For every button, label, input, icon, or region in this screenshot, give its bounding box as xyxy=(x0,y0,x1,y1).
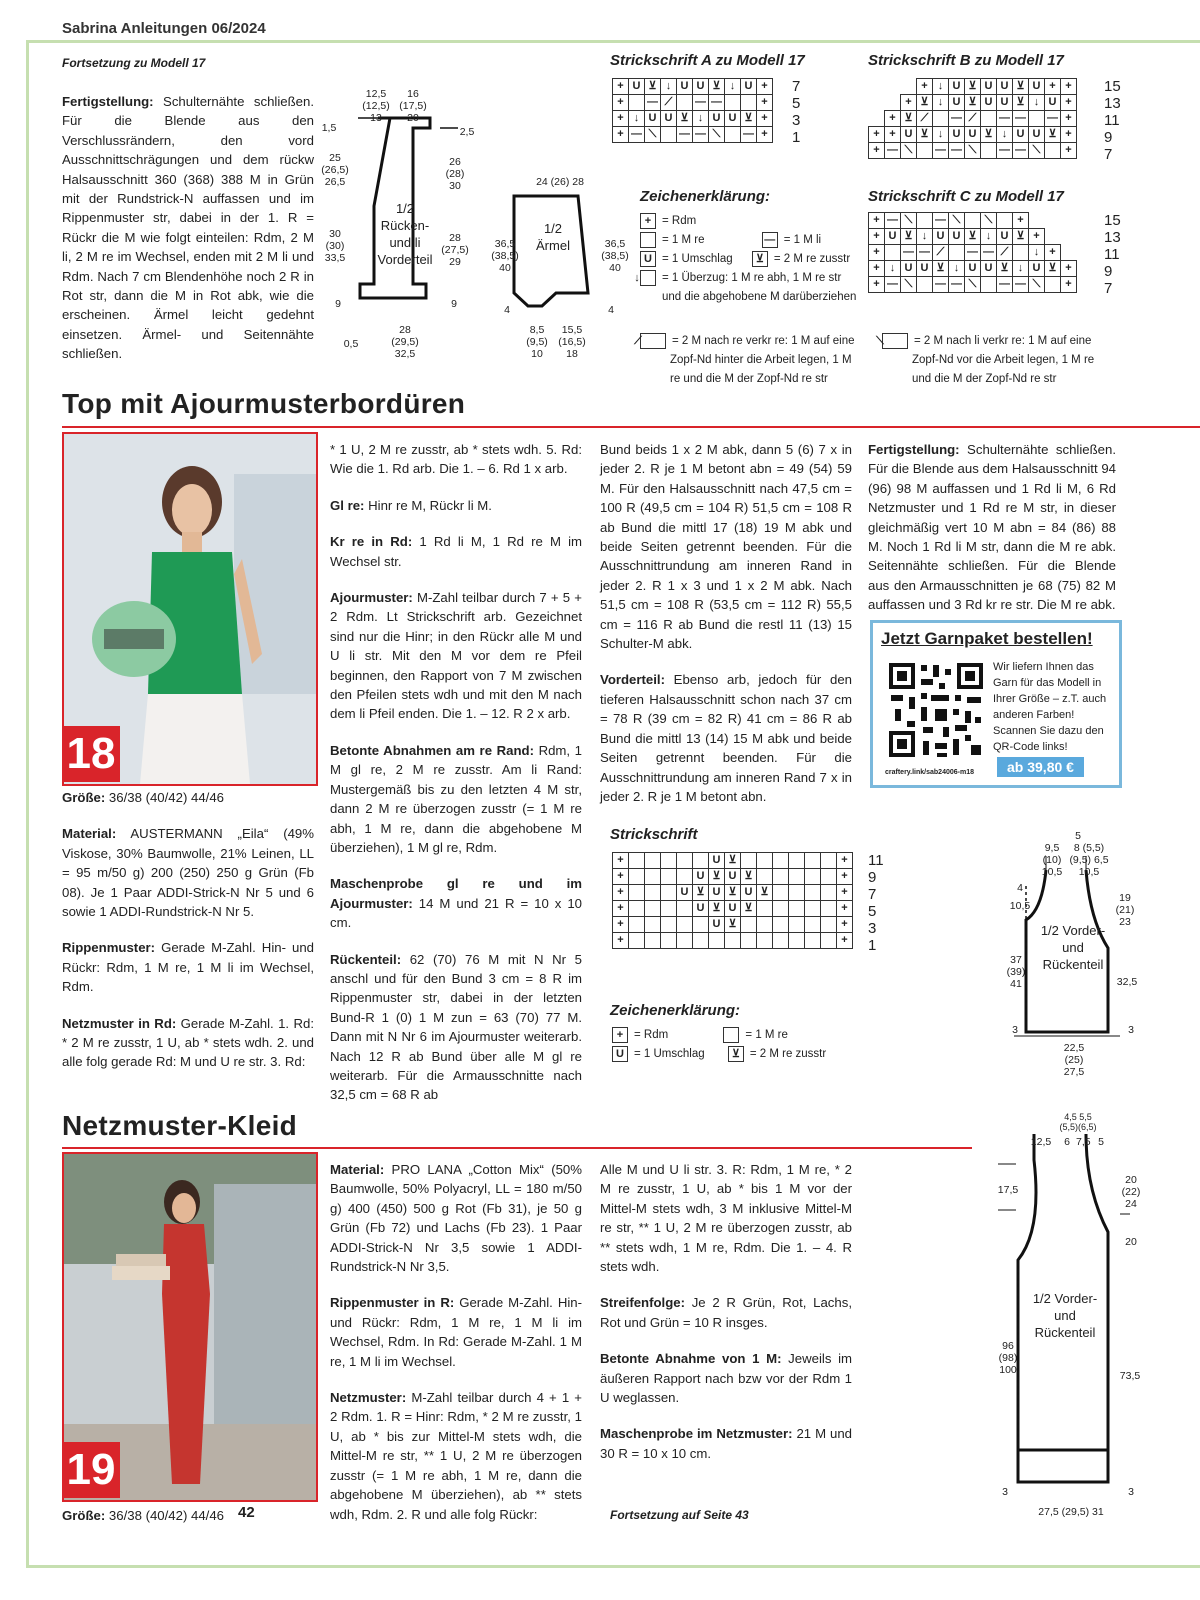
ssk-symbol-icon: ↓ xyxy=(640,270,656,286)
legend17-mli: — = 1 M li xyxy=(762,234,821,246)
model18-chart-row-3: 3 xyxy=(868,920,877,937)
s19-m8: 20 xyxy=(1125,1236,1137,1248)
model19-size: Größe: 36/38 (40/42) 44/46 xyxy=(62,1508,225,1523)
s17-s7: 15,5 (16,5) 18 xyxy=(558,324,586,360)
legend17-zusstr: ⊻ = 2 M re zusstr xyxy=(752,253,850,265)
model19-number-badge: 19 xyxy=(62,1442,120,1498)
paragraph-text: Je 2 R Grün, Rot, Lachs, Rot und Grün = 10 R insges. xyxy=(600,1295,852,1330)
purl-symbol-icon: — xyxy=(762,232,778,248)
paragraph-text: Schulternähte schließen. Für die Blende aus dem Halsausschnitt 94 (96) 98 M auffassen und 1 Rd li M, 6 Rd Netzmuster und 1 Rd re M str, in dieser gleichmäßig vert 10 M abn = 84 (86) 88 M. Noch 1 Rd li M str, dann die M re abk. Seitennähte schließen. Für die Blende aus den Armausschnitten je 68 (75) 82 M auffassen und 3 Rd kr re str. Die M re abk. xyxy=(868,442,1116,613)
paragraph xyxy=(330,950,582,1105)
s17-s3: 36,5 (38,5) 40 xyxy=(601,238,629,274)
paragraph-text: AUSTERMANN „Eila“ (49% Viskose, 30% Baumwolle, 21% Leinen, LL = 95 m/50 g) 200 (250) 250 g Grün (Fb 08). Je 1 Paar ADDI-Strick-N Nr 5 und 6 sowie 1 ADDI-Rundstrick-N Nr 5. xyxy=(62,826,314,920)
s19-m13: 27,5 (29,5) 31 xyxy=(1038,1506,1104,1518)
model18-title: Top mit Ajourmusterbordüren xyxy=(62,388,466,419)
chart-c-title: Strickschrift C zu Modell 17 xyxy=(868,188,1064,205)
legend17-mre: = 1 M re — = 1 M li xyxy=(640,231,860,250)
yarn-over-symbol-icon: U xyxy=(612,1046,628,1062)
model18-rule xyxy=(62,426,1200,428)
s18-m9: 3 xyxy=(1012,1024,1018,1036)
model18-col4 xyxy=(868,440,1116,632)
paragraph-text: Bund beids 1 x 2 M abk, dann 5 (6) 7 x in jeder 2. R je 1 M betont abn = 49 (54) 59 M. Für den Halsausschnitt nach 47,5 cm = 100 R (49,5 cm = 104 R) 51,5 cm = 108 R ab Bund die mittl 17 (18) 19 M abk und beide Seiten getrennt beenden. Für die Ausschnittrundung am inneren Rand in jeder 2. R 1 x 3 und 1 x 2 M abk. Nach 51,5 cm = 108 R (53,5 cm = 112 R) 55,5 cm = 116 R ab Bund die restl 11 (13) 15 Schulter-M abk. xyxy=(600,442,852,652)
chart-b-row-11: 11 xyxy=(1104,112,1120,129)
rdm-symbol-icon: + xyxy=(640,213,656,229)
paragraph-heading: Maschenprobe im Netzmuster: xyxy=(600,1426,793,1442)
paragraph-text: Alle M und U li str. 3. R: Rdm, 1 M re, * 2 M re zusstr, 1 U, ab * bis 1 M vor der Mittel-M stets wdh, 3 M inklusive Mittel-M re str, ** 1 U, 2 M re überzogen zusstr, ab ** stets wdh, 1 M re, Rdm. Die 1. – 4. R stets wdh. xyxy=(600,1162,852,1275)
model18-chart-grid: + U ⊻ + + U ⊻ U ⊻ + + U ⊻ U ⊻ U ⊻ + + U ⊻ U ⊻ + + U ⊻ + + + xyxy=(612,852,853,949)
s19-m4: 7,5 xyxy=(1076,1136,1091,1148)
chart-b-title: Strickschrift B zu Modell 17 xyxy=(868,52,1064,69)
s17-m11: 0,5 xyxy=(343,338,359,350)
s19-m11: 3 xyxy=(1002,1486,1008,1498)
page-number: 42 xyxy=(238,1504,255,1521)
model18-chart-title: Strickschrift xyxy=(610,826,698,843)
model18-chart-row-1: 1 xyxy=(868,937,877,954)
paragraph-heading: Gl re: xyxy=(330,497,365,513)
yarn-over-symbol-icon: U xyxy=(640,251,656,267)
paragraph-heading: Vorderteil: xyxy=(600,672,665,688)
paragraph-heading: Streifenfolge: xyxy=(600,1295,685,1311)
s17-m6: 26 (28) 30 xyxy=(445,156,465,192)
model18-col1 xyxy=(62,788,314,1089)
chart-b-row-15: 15 xyxy=(1104,78,1121,95)
page-frame-left xyxy=(26,40,29,1568)
paragraph-heading: Betonte Abnahmen am re Rand: xyxy=(330,742,534,758)
paragraph xyxy=(330,496,582,515)
s18-m4: 4 xyxy=(1017,882,1023,894)
paragraph-heading: Betonte Abnahme von 1 M: xyxy=(600,1351,782,1367)
paragraph-text: 14 M und 21 R = 10 x 10 cm. xyxy=(330,895,582,931)
model19-title: Netzmuster-Kleid xyxy=(62,1110,298,1141)
chart-b-grid: + ↓ U ⊻ U U ⊻ U + + + ⊻ ↓ U ⊻ U U ⊻ ↓ U + + ⊻ ⟋ — ⟋ — — — + + + U ⊻ ↓ U U ⊻ ↓ U U ⊻ + + — ⟍ — — ⟍ — — ⟍ + xyxy=(868,78,1077,159)
s17-s1: 24 (26) 28 xyxy=(536,176,584,188)
s19-m9: 96 (98) 100 xyxy=(998,1340,1018,1376)
paragraph-heading: Material: xyxy=(62,826,117,842)
model17-finishing-title: Fertigstellung: xyxy=(62,94,154,109)
chart-c-row-15: 15 xyxy=(1104,212,1121,229)
s19-m7: 20 (22) 24 xyxy=(1121,1174,1141,1210)
paragraph xyxy=(330,874,582,932)
paragraph-text: PRO LANA „Cotton Mix“ (50% Baumwolle, 50% Polyacryl, LL = 180 m/50 g) 400 (450) 500 g Rot (Fb 31), je 50 g Grün (Fb 72) und Lachs (Fb 23). 1 Paar ADDI-Strick-N Nr 3,5 sowie 1 ADDI-Rundstrick-N Nr 3,5. xyxy=(330,1162,582,1275)
s18-label: 1/2 Vorder- und Rückenteil xyxy=(1040,923,1106,972)
s19-m2: 12,5 xyxy=(1030,1136,1052,1148)
promo-price[interactable]: ab 39,80 € xyxy=(997,757,1084,777)
model18-number-badge: 18 xyxy=(62,726,120,782)
model18-chart-row-9: 9 xyxy=(868,869,877,886)
chart-a-row-5: 5 xyxy=(792,95,801,112)
paragraph-heading: Fertigstellung: xyxy=(868,442,960,457)
k2tog-symbol-icon: ⊻ xyxy=(752,251,768,267)
s17-s5: 4 xyxy=(608,304,614,316)
legend17-zopf-hinter: ⟋ = 2 M nach re verkr re: 1 M auf eine Zopf-Nd hinter die Arbeit legen, 1 M re und die M der Zopf-Nd re str xyxy=(634,334,855,385)
model18-col3 xyxy=(600,440,852,823)
paragraph-text: 21 M und 30 R = 10 x 10 cm. xyxy=(600,1426,852,1461)
s19-m5: 5 xyxy=(1098,1136,1104,1148)
s17-s6: 8,5 (9,5) 10 xyxy=(526,324,548,360)
paragraph-text: Gerade M-Zahl. Hin- und Rückr: Rdm, 1 M re, 1 M li im Wechsel, Rdm. In Rd: Gerade M-Zahl. 1 M re, 1 M li im Wechsel. xyxy=(330,1295,582,1369)
paragraph xyxy=(600,1160,852,1276)
chart-a-row-1: 1 xyxy=(792,129,801,146)
model18-legend: + = Rdm = 1 M re U = 1 Umschlag ⊻ = 2 M re zusstr xyxy=(612,1026,852,1064)
paragraph-text: Gerade M-Zahl. 1. Rd: * 2 M re zusstr, 1 U, ab * stets wdh. 2. und alle folg gerade Rd: M und U re str. 3. Rd: xyxy=(62,1015,315,1070)
paragraph xyxy=(330,1388,582,1524)
paragraph xyxy=(62,1014,314,1072)
s19-m6: 17,5 xyxy=(997,1184,1019,1196)
promo-text: Wir liefern Ihnen das Garn für das Modell in Ihrer Größe – z.T. auch anderen Farben! Scannen Sie dazu den QR-Code links! xyxy=(993,661,1107,753)
paragraph-heading: Rippenmuster in R: xyxy=(330,1295,455,1311)
paragraph-text: M-Zahl teilbar durch 4 + 1 + 2 Rdm. 1. R = Hinr: Rdm, * 2 M re zusstr, 1 U, ab * bis zur Mittel-M stets wdh, die Mittel-M re str, ** 1 U, 2 M re überzogen zusstr (= 1 M re abh, 1 M re, dann die abgehobene M überziehen), ab ** stets wdh, Rdm. 2. R und alle folg Rückr: xyxy=(330,1390,582,1522)
knit-symbol-icon xyxy=(723,1027,739,1043)
s18-m11: 22,5 (25) 27,5 xyxy=(1063,1042,1085,1078)
model19-col2 xyxy=(330,1160,582,1541)
page-frame-bottom xyxy=(26,1565,1200,1568)
legend17-title: Zeichenerklärung: xyxy=(640,188,771,205)
s18-m7: 37 (39) 41 xyxy=(1006,954,1026,990)
paragraph-heading: Material: xyxy=(330,1162,385,1177)
paragraph-heading: Ajourmuster: xyxy=(330,590,413,606)
promo-title: Jetzt Garnpaket bestellen! xyxy=(881,629,1093,648)
paragraph xyxy=(330,440,582,479)
s17-m4: 2,5 xyxy=(459,126,475,138)
paragraph xyxy=(330,1160,582,1276)
s18-m10: 3 xyxy=(1128,1024,1134,1036)
model19-rule xyxy=(62,1147,972,1149)
chart-a-title: Strickschrift A zu Modell 17 xyxy=(610,52,805,69)
s19-m12: 3 xyxy=(1128,1486,1134,1498)
chart-c-row-7: 7 xyxy=(1104,280,1113,297)
legend17 xyxy=(634,212,860,307)
page-frame-top xyxy=(26,40,1200,43)
promo-box[interactable] xyxy=(870,620,1122,788)
paragraph xyxy=(330,532,582,571)
s17-m7: 30 (30) 33,5 xyxy=(324,228,346,264)
continuation-label: Fortsetzung zu Modell 17 xyxy=(62,56,206,70)
cable-left-symbol-icon: ⟍ xyxy=(882,333,908,349)
s17-back-label: 1/2 Rücken- und li Vorderteil xyxy=(377,201,433,267)
s19-m3: 6 xyxy=(1064,1136,1070,1148)
paragraph xyxy=(62,938,314,996)
paragraph xyxy=(600,1349,852,1407)
s17-m9: 9 xyxy=(335,298,341,310)
chart-b-row-13: 13 xyxy=(1104,95,1121,112)
s18-m6: 19 (21) 23 xyxy=(1115,892,1135,928)
model17-finishing xyxy=(62,92,314,364)
s17-m12: 28 (29,5) 32,5 xyxy=(391,324,419,360)
chart-b-row-9: 9 xyxy=(1104,129,1113,146)
paragraph xyxy=(62,788,314,807)
paragraph xyxy=(600,1424,852,1463)
s17-m5: 25 (26,5) 26,5 xyxy=(321,152,349,188)
paragraph xyxy=(868,440,1116,615)
qr-code-icon[interactable] xyxy=(887,661,985,759)
s17-sleeve-label: 1/2 Ärmel xyxy=(536,221,570,253)
s19-label: 1/2 Vorder- und Rückenteil xyxy=(1032,1291,1098,1340)
s17-m10: 9 xyxy=(451,298,457,310)
paragraph-heading: Rückenteil: xyxy=(330,951,402,967)
paragraph-text: Jeweils im äußeren Rapport nach bzw vor der Rdm 1 U weglassen. xyxy=(600,1351,853,1406)
paragraph xyxy=(600,1293,852,1332)
paragraph-heading: Netzmuster: xyxy=(330,1390,407,1406)
chart-a-row-3: 3 xyxy=(792,112,801,129)
s18-m5: 10,5 xyxy=(1009,900,1031,912)
s17-s4: 4 xyxy=(504,304,510,316)
cable-right-symbol-icon: ⟋ xyxy=(640,333,666,349)
legend17-zopf-vor: ⟍ = 2 M nach li verkr re: 1 M auf eine Zopf-Nd vor die Arbeit legen, 1 M re und die M der Zopf-Nd re str xyxy=(876,334,1095,385)
chart-c-row-9: 9 xyxy=(1104,263,1113,280)
paragraph xyxy=(62,824,314,921)
paragraph-heading: Rippenmuster: xyxy=(62,940,156,956)
s17-m8: 28 (27,5) 29 xyxy=(441,232,469,268)
s18-m2: 9,5 (10) 10,5 xyxy=(1041,842,1063,878)
paragraph xyxy=(330,588,582,724)
chart-c-row-11: 11 xyxy=(1104,246,1120,263)
model17-finishing-body: Schulternähte schließen. Für die Blende aus den Verschlussrändern, den vord Ausschnittschrägungen und dem rückw Halsausschnitt 360 (368) 388 M in Grün mit der Rundstrick-N auffassen und im Rippenmuster str, dabei in der 1. R = Rückr die M wie folgt einteilen: Rdm, 2 M li, 2 M re im Wechsel, enden mit 2 M li und Rdm. Nach 7 cm Blendenhöhe noch 2 R in Rot str, dann die M in Rot abk, wie die erscheinen. Ärmel leicht gedehnt einsetzen. Ärmel- und Seitennähte schließen. xyxy=(62,94,314,362)
model18-legend-title: Zeichenerklärung: xyxy=(610,1002,741,1019)
legend17-rdm: + = Rdm xyxy=(640,212,860,231)
s17-m2: 16 (17,5) 20 xyxy=(399,88,427,124)
chart-a-row-7: 7 xyxy=(792,78,801,95)
paragraph-heading: Maschenprobe gl re und im Ajourmuster: xyxy=(330,876,582,911)
paragraph-text: Gerade M-Zahl. Hin- und Rückr: Rdm, 1 M re, 1 M li im Wechsel, Rdm. xyxy=(62,940,314,995)
s19-m10: 73,5 xyxy=(1119,1370,1141,1382)
paragraph-heading: Größe: xyxy=(62,790,106,805)
paragraph xyxy=(600,670,852,806)
continue-note: Fortsetzung auf Seite 43 xyxy=(610,1508,749,1522)
s18-m1: 5 xyxy=(1075,830,1081,842)
paragraph-text: Hinr re M, Rückr li M. xyxy=(364,497,492,513)
promo-link[interactable]: craftery.link/sab24006-m18 xyxy=(885,769,974,776)
model18-chart-row-11: 11 xyxy=(868,852,884,869)
paragraph-text: M-Zahl teilbar durch 7 + 5 + 2 Rdm. Lt Strickschrift arb. Gezeichnet sind nur die Hinr; in den Rückr alle M und U li str. Mit den M vor dem re Pfeil beginnen, den Rapport von 7 M zwischen den Pfeilen stets wdh und mit den M nach dem li Pfeil enden. Die 1. – 12. R 2 x arb. xyxy=(330,590,582,722)
paragraph xyxy=(600,440,852,653)
model18-chart-row-7: 7 xyxy=(868,886,877,903)
knit-symbol-icon xyxy=(640,232,656,248)
s17-m1: 12,5 (12,5) 13 xyxy=(362,88,390,124)
paragraph-text: 62 (70) 76 M mit N Nr 5 anschl und für den Bund 3 cm = 8 R im Rippenmuster str, dabei in der letzten Bund-R 1 (0) 1 M zun = 63 (70) 77 M. Dann mit N Nr 6 im Ajourmuster weiterarb. Nach 12 R ab Bund über alle M gl re weiterarb. Für die Armausschnitte nach 32,5 cm = 68 R ab xyxy=(330,951,582,1103)
model19-col3 xyxy=(600,1160,852,1480)
s17-s2: 36,5 (38,5) 40 xyxy=(491,238,519,274)
chart-c-grid: + — ⟍ — ⟍ ⟍ + + U ⊻ ↓ U U ⊻ ↓ U ⊻ + + — — ⟋ — — ⟋ ↓ + + ↓ U U ⊻ ↓ U U ⊻ ↓ U ⊻ + + — ⟍ — — ⟍ — — ⟍ + xyxy=(868,212,1077,293)
s18-m3: 8 (5,5) (9,5) 6,5 10,5 xyxy=(1069,842,1109,878)
legend17-umschlag: U = 1 Umschlag ⊻ = 2 M re zusstr xyxy=(640,250,860,269)
paragraph-heading: Netzmuster in Rd: xyxy=(62,1015,177,1031)
paragraph-text: 36/38 (40/42) 44/46 xyxy=(105,790,225,805)
model18-col2 xyxy=(330,440,582,1122)
legend17-ueberzug: ↓ = 1 Überzug: 1 M re abh, 1 M re str und die abgehobene M darüberziehen xyxy=(634,271,857,303)
s18-m8: 32,5 xyxy=(1116,976,1138,988)
k2tog-symbol-icon: ⊻ xyxy=(728,1046,744,1062)
s19-m1: 4,5 5,5 (5,5)(6,5) xyxy=(1059,1112,1097,1132)
paragraph xyxy=(330,1293,582,1371)
paragraph-text: Rdm, 1 M gl re, 2 M re zusstr. Am li Rand: Mustergemäß bis zu den letzten 4 M str, dann 2 M re überzogen zusstr (= 1 M re abh, 1 M re, dann die abgehobene M überziehen), 1 M gl re, Rdm. xyxy=(330,742,583,855)
paragraph-heading: Kr re in Rd: xyxy=(330,534,413,550)
chart-c-row-13: 13 xyxy=(1104,229,1121,246)
rdm-symbol-icon: + xyxy=(612,1027,628,1043)
model18-chart-row-5: 5 xyxy=(868,903,877,920)
chart-b-row-7: 7 xyxy=(1104,146,1113,163)
s17-m3: 1,5 xyxy=(321,122,337,134)
paragraph-text: Ebenso arb, jedoch für den tieferen Halsausschnitt schon nach 37 cm = 78 R (39 cm = 82 R) 41 cm = 86 R ab Bund die mittl 13 (14) 15 M abk und beide Seiten getrennt beenden. Für die Ausschnittrundung am inneren Rand 7 x in jeder 2. R je 1 M betont abn. xyxy=(600,672,852,804)
paragraph-text: * 1 U, 2 M re zusstr, ab * stets wdh. 5. Rd: Wie die 1. Rd arb. Die 1. – 6. Rd 1 x arb. xyxy=(330,442,582,477)
page-header: Sabrina Anleitungen 06/2024 xyxy=(62,20,266,37)
paragraph xyxy=(330,741,582,857)
paragraph-text: 1 Rd li M, 1 Rd re M im Wechsel str. xyxy=(330,534,582,569)
chart-a-grid: + U ⊻ ↓ U U ⊻ ↓ U + + — ⟋ — — + + ↓ U U ⊻ ↓ U U ⊻ + + — ⟍ — — ⟍ — + xyxy=(612,78,773,143)
